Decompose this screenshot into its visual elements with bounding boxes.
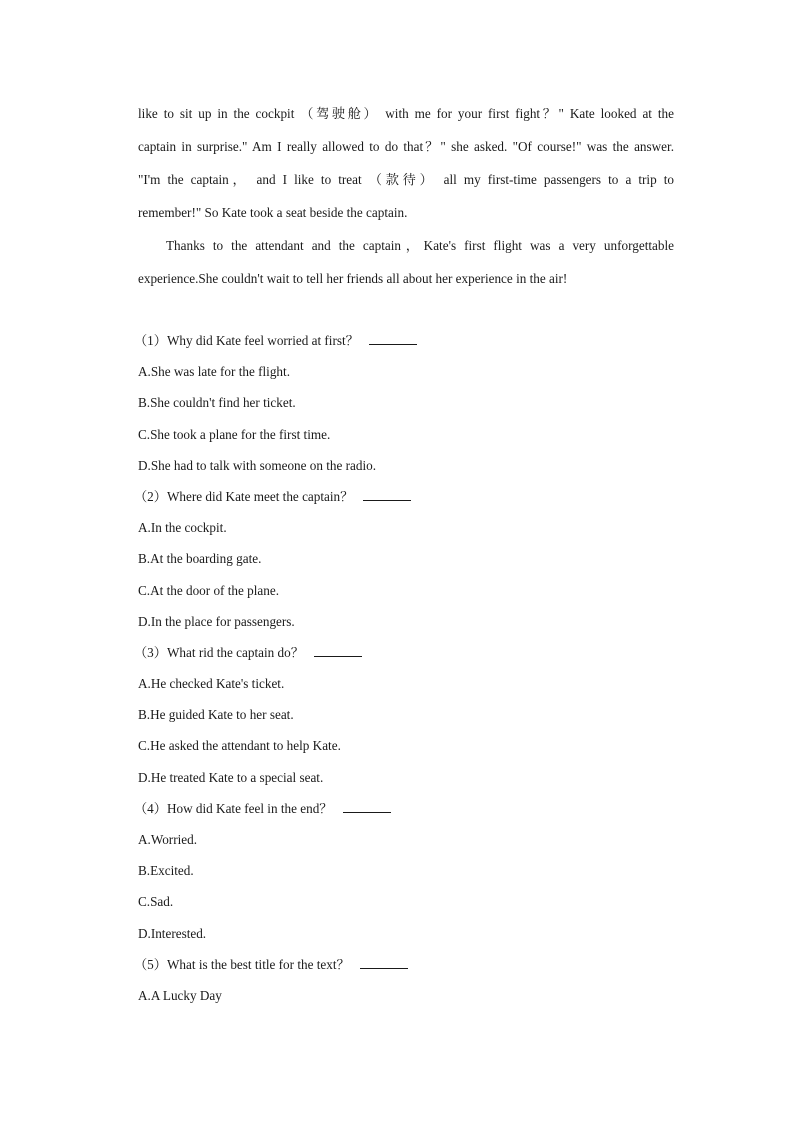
option-c: C.He asked the attendant to help Kate. [138, 738, 341, 754]
passage-line: experience.She couldn't wait to tell her friends all about her experience in the air! [138, 271, 568, 286]
option-c: C.At the door of the plane. [138, 582, 279, 598]
passage-line: remember!" So Kate took a seat beside the captain. [138, 205, 408, 220]
passage-line: captain in surprise." Am I really allowed to do that？" she asked. "Of course!" was the answer. [138, 139, 674, 154]
option-d: D.Interested. [138, 925, 207, 941]
option-d: D.He treated Kate to a special seat. [138, 769, 324, 785]
question-stem: （1）Why did Kate feel worried at first？ [134, 325, 678, 356]
answer-blank[interactable] [360, 956, 408, 969]
question-2 [134, 481, 678, 637]
question-4 [134, 793, 678, 949]
question-5 [134, 949, 678, 1011]
answer-blank[interactable] [369, 332, 417, 345]
option-b: B.At the boarding gate. [138, 551, 262, 567]
question-list [134, 325, 678, 1011]
option-d: D.She had to talk with someone on the radio. [138, 457, 377, 473]
option-c: C.Sad. [138, 894, 174, 910]
passage-paragraph-2 [138, 229, 674, 295]
passage-line: "I'm the captain， and I like to treat （款待） all my first-time passengers to a trip to [138, 172, 674, 187]
option-b: B.He guided Kate to her seat. [138, 707, 294, 723]
question-3 [134, 637, 678, 793]
answer-blank[interactable] [343, 800, 391, 813]
answer-blank[interactable] [363, 488, 411, 501]
question-1 [134, 325, 678, 481]
option-b: B.She couldn't find her ticket. [138, 395, 296, 411]
question-stem: （3）What rid the captain do？ [134, 637, 678, 668]
question-stem: （4）How did Kate feel in the end？ [134, 793, 678, 824]
reading-passage [138, 97, 674, 295]
option-c: C.She took a plane for the first time. [138, 426, 331, 442]
passage-line: Thanks to the attendant and the captain，Kate's first flight was a very unforgettable [166, 238, 674, 253]
passage-line: like to sit up in the cockpit （驾驶舱） with me for your first fight？" Kate looked at the [138, 106, 674, 121]
option-d: D.In the place for passengers. [138, 613, 295, 629]
option-a: A.He checked Kate's ticket. [138, 676, 285, 692]
option-a: A.She was late for the flight. [138, 364, 290, 380]
option-a: A.In the cockpit. [138, 520, 227, 536]
question-stem: （5）What is the best title for the text？ [134, 949, 678, 980]
option-a: A.Worried. [138, 832, 197, 847]
option-a: A.A Lucky Day [138, 987, 222, 1003]
question-stem: （2）Where did Kate meet the captain？ [134, 481, 678, 512]
answer-blank[interactable] [314, 644, 362, 657]
passage-paragraph-1 [138, 97, 674, 229]
option-b: B.Excited. [138, 863, 194, 879]
